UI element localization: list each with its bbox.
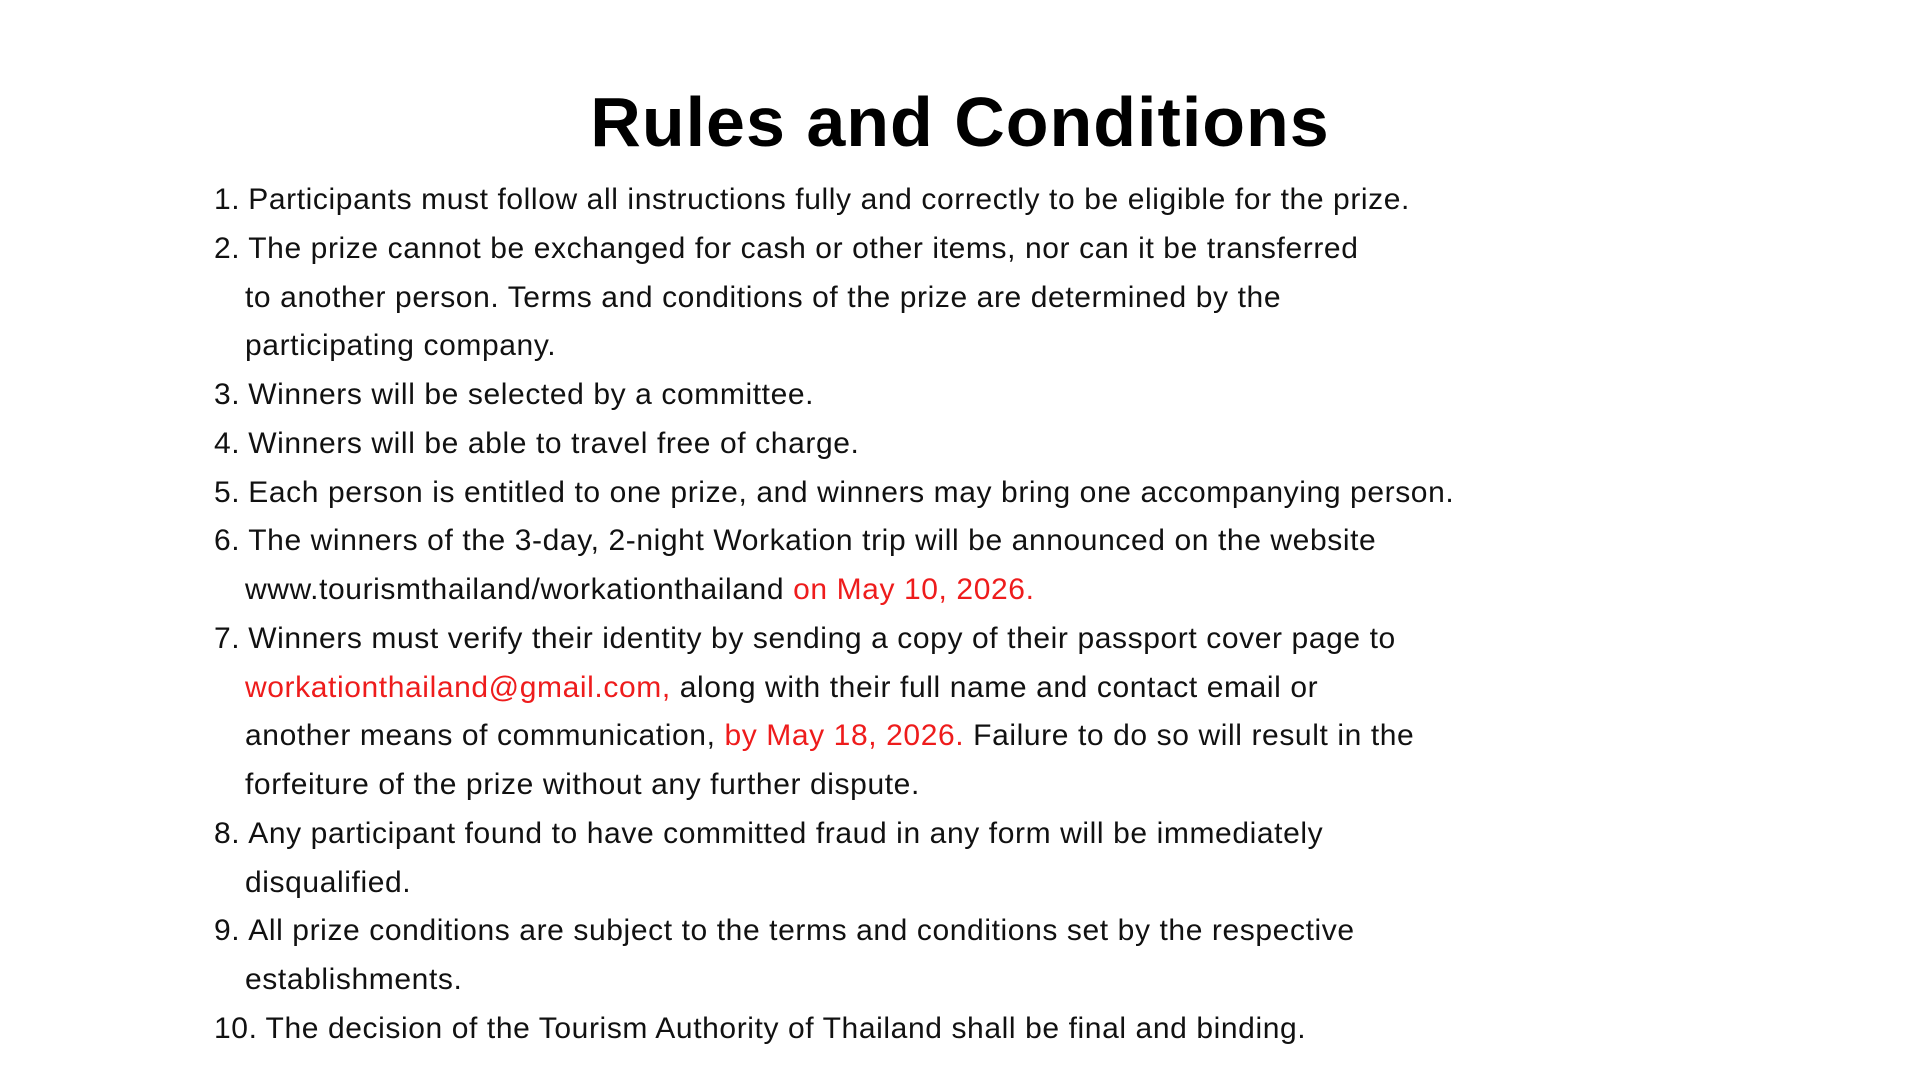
- rule-text: another means of communication,: [245, 719, 725, 753]
- rule-item: [214, 615, 1774, 810]
- rule-line: [214, 956, 1774, 1005]
- rule-item: [214, 225, 1774, 371]
- rule-number: 5.: [214, 475, 241, 509]
- rule-item: [214, 1005, 1774, 1054]
- rule-line: [214, 176, 1774, 225]
- rule-text: Winners will be able to travel free of charge.: [248, 426, 860, 460]
- email-highlight: workationthailand@gmail.com,: [245, 670, 671, 704]
- rule-line: [214, 469, 1774, 518]
- date-highlight: by May 18, 2026.: [724, 719, 965, 753]
- rule-item: [214, 176, 1774, 225]
- rule-line: [214, 566, 1774, 615]
- rules-list: [214, 176, 1774, 1054]
- rule-number: 4.: [214, 426, 241, 460]
- rule-text: forfeiture of the prize without any further dispute.: [245, 768, 920, 801]
- rule-line: [214, 810, 1774, 859]
- rule-line: [214, 517, 1774, 566]
- rule-line: [214, 1005, 1774, 1054]
- rule-line: [214, 420, 1774, 469]
- rule-line: [214, 322, 1774, 371]
- rule-line: [214, 664, 1774, 713]
- rule-text: The winners of the 3-day, 2-night Workation trip will be announced on the website: [248, 524, 1377, 558]
- rule-line: [214, 274, 1774, 323]
- rule-text: Any participant found to have committed fraud in any form will be immediately: [248, 816, 1324, 850]
- rule-number: 6.: [214, 524, 241, 558]
- rule-item: [214, 371, 1774, 420]
- rule-text: participating company.: [245, 329, 557, 363]
- rule-text: The prize cannot be exchanged for cash or other items, nor can it be transferred: [248, 231, 1359, 265]
- rule-line: [214, 371, 1774, 420]
- rule-item: [214, 469, 1774, 518]
- rule-text: disqualified.: [245, 865, 412, 899]
- rule-item: [214, 517, 1774, 615]
- rule-number: 8.: [214, 816, 241, 850]
- rule-line: [214, 761, 1774, 810]
- rule-item: [214, 907, 1774, 1005]
- rule-text: establishments.: [245, 963, 463, 996]
- rule-text: Failure to do so will result in the: [964, 719, 1415, 753]
- rule-line: [214, 615, 1774, 664]
- rule-text: along with their full name and contact email or: [670, 670, 1319, 704]
- rule-item: [214, 810, 1774, 908]
- rule-line: [214, 907, 1774, 956]
- rule-text: Winners must verify their identity by sending a copy of their passport cover page to: [248, 621, 1396, 655]
- rule-number: 1.: [214, 183, 241, 216]
- rule-text: to another person. Terms and conditions of the prize are determined by the: [245, 280, 1282, 314]
- rule-text: The decision of the Tourism Authority of Thailand shall be final and binding.: [265, 1011, 1307, 1045]
- rule-line: [214, 859, 1774, 908]
- rule-item: [214, 420, 1774, 469]
- rule-text: Each person is entitled to one prize, and winners may bring one accompanying person.: [248, 475, 1455, 509]
- page-title: Rules and Conditions: [590, 83, 1330, 161]
- rule-number: 2.: [214, 231, 241, 265]
- rule-text: All prize conditions are subject to the terms and conditions set by the respective: [248, 914, 1355, 948]
- rule-number: 3.: [214, 378, 241, 411]
- rule-number: 9.: [214, 914, 241, 948]
- rule-text: Winners will be selected by a committee.: [248, 378, 815, 411]
- date-highlight: on May 10, 2026.: [793, 573, 1035, 606]
- rule-number: 10.: [214, 1011, 258, 1045]
- rule-line: [214, 225, 1774, 274]
- rule-line: [214, 712, 1774, 761]
- rule-number: 7.: [214, 621, 241, 655]
- rule-text: Participants must follow all instructions fully and correctly to be eligible for the prize.: [248, 183, 1410, 216]
- rule-text: www.tourismthailand/workationthailand: [245, 573, 794, 606]
